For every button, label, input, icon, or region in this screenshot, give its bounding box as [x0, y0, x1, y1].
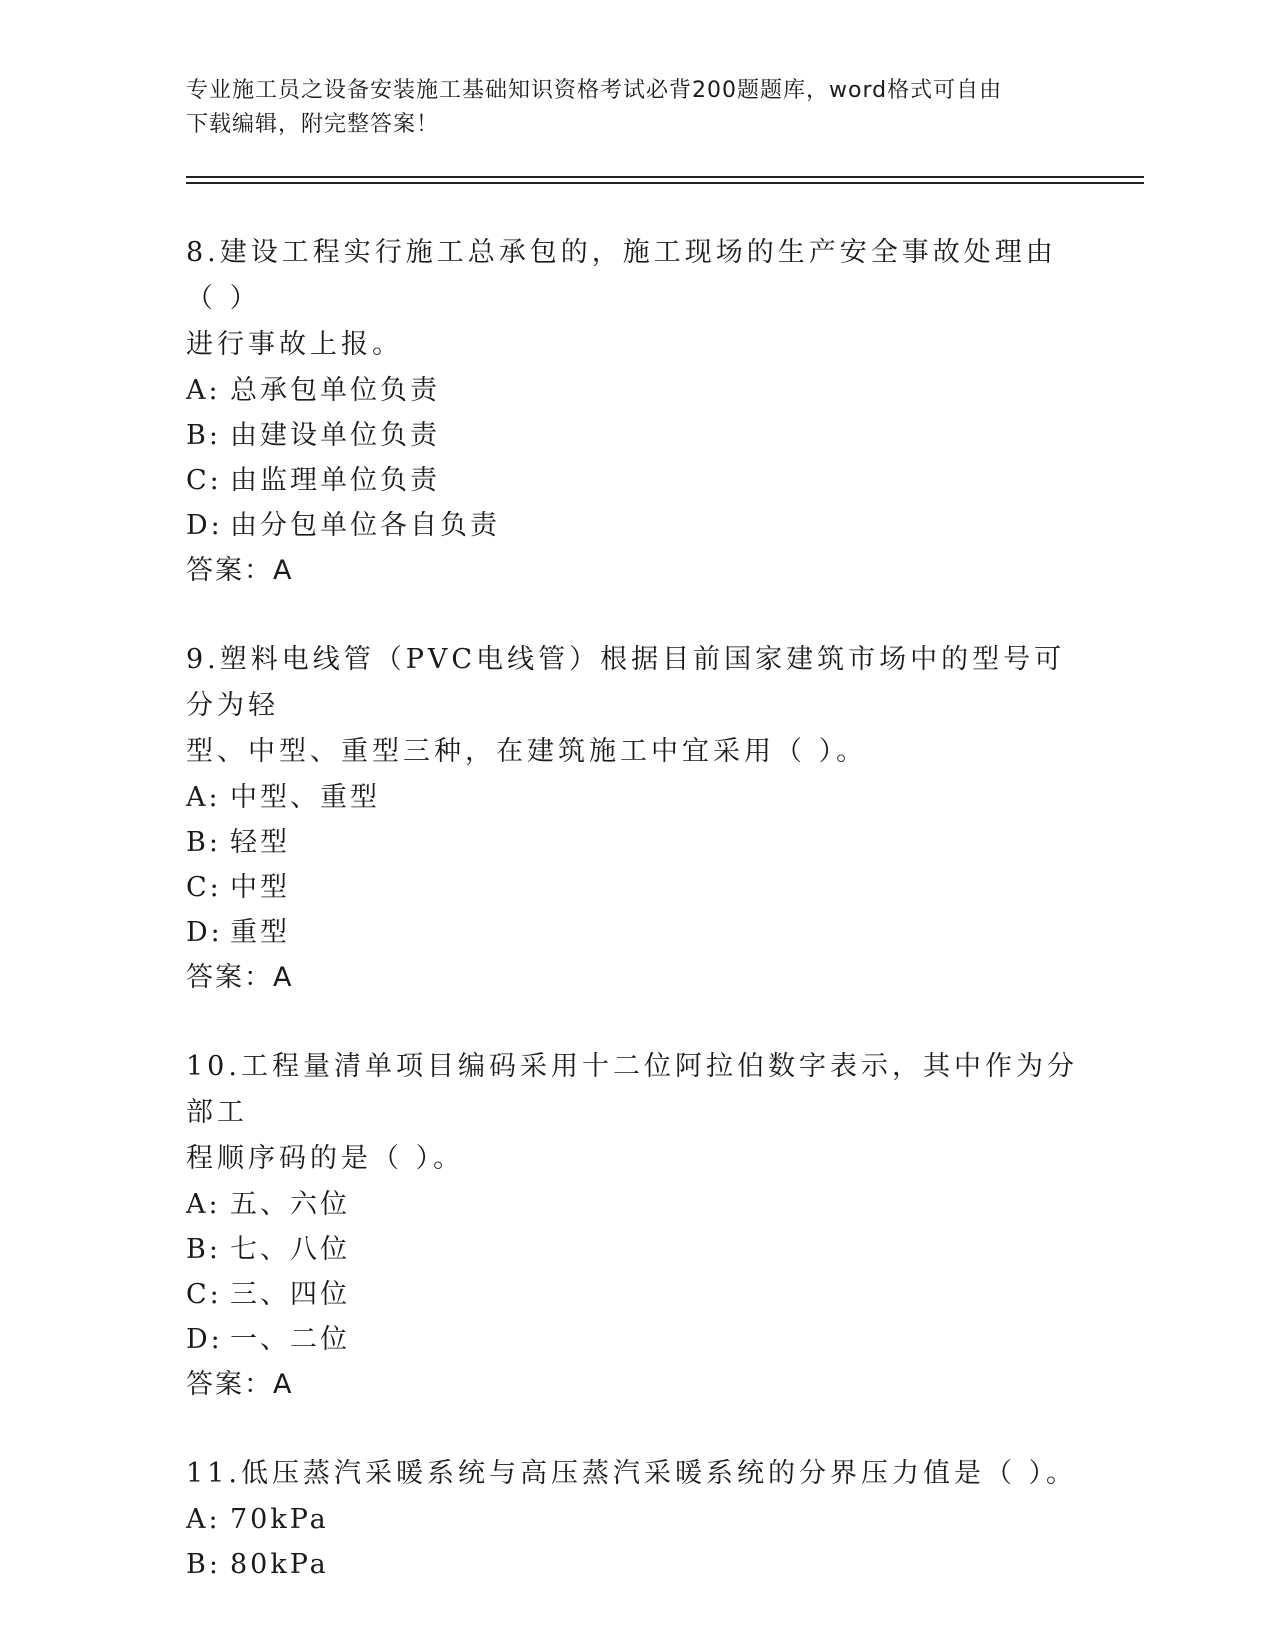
question-text [186, 637, 1086, 775]
option-d [186, 910, 1086, 955]
question-item [186, 1451, 1086, 1587]
option-b [186, 413, 1086, 458]
question-text-line: 进行事故上报。 [186, 329, 403, 360]
question-item [186, 230, 1086, 593]
header-title-line-2: 下载编辑，附完整答案！ [186, 112, 440, 137]
option-letter: B: [186, 827, 221, 858]
option-letter: D: [186, 1324, 223, 1355]
option-text: 七、八位 [230, 1234, 350, 1265]
option-text: 五、六位 [230, 1189, 350, 1220]
document-header [186, 74, 1066, 142]
option-letter: D: [186, 510, 223, 541]
question-text-line: 型、中型、重型三种，在建筑施工中宜采用（ ）。 [186, 736, 868, 767]
question-text [186, 230, 1086, 368]
question-text-line: 程顺序码的是（ ）。 [186, 1143, 465, 1174]
option-b [186, 820, 1086, 865]
question-item [186, 637, 1086, 1000]
option-letter: B: [186, 1549, 221, 1580]
question-text-line: 10.工程量清单项目编码采用十二位阿拉伯数字表示，其中作为分部工 [186, 1051, 1078, 1128]
option-letter: B: [186, 420, 221, 451]
option-letter: C: [186, 1279, 222, 1310]
option-letter: A: [186, 1504, 221, 1535]
option-text: 由建设单位负责 [230, 420, 440, 451]
option-letter: A: [186, 782, 221, 813]
option-text: 由分包单位各自负责 [230, 510, 500, 541]
option-a [186, 1497, 1086, 1542]
option-c [186, 865, 1086, 910]
option-text: 80kPa [230, 1549, 329, 1580]
answer-label: 答案：A [186, 962, 294, 993]
question-list [186, 230, 1086, 1631]
option-text: 三、四位 [230, 1279, 350, 1310]
header-divider-bottom [186, 182, 1144, 184]
question-text-line: 9.塑料电线管（PVC电线管）根据目前国家建筑市场中的型号可分为轻 [186, 644, 1066, 721]
option-a [186, 1182, 1086, 1227]
option-text: 总承包单位负责 [230, 375, 440, 406]
answer-label: 答案：A [186, 555, 294, 586]
question-text-line: 8.建设工程实行施工总承包的，施工现场的生产安全事故处理由（ ） [186, 237, 1057, 314]
header-title-line-1: 专业施工员之设备安装施工基础知识资格考试必背200题题库，word格式可自由 [186, 78, 1003, 103]
option-letter: C: [186, 465, 222, 496]
option-b [186, 1227, 1086, 1272]
option-letter: A: [186, 375, 221, 406]
option-letter: C: [186, 872, 222, 903]
option-text: 由监理单位负责 [230, 465, 440, 496]
question-text [186, 1451, 1086, 1497]
question-text-line: 11.低压蒸汽采暖系统与高压蒸汽采暖系统的分界压力值是（ ）。 [186, 1458, 1078, 1489]
option-letter: A: [186, 1189, 221, 1220]
option-letter: D: [186, 917, 223, 948]
option-text: 一、二位 [230, 1324, 350, 1355]
option-text: 中型、重型 [230, 782, 380, 813]
option-a [186, 368, 1086, 413]
option-letter: B: [186, 1234, 221, 1265]
option-text: 轻型 [230, 827, 290, 858]
option-c [186, 458, 1086, 503]
question-text [186, 1044, 1086, 1182]
option-b [186, 1542, 1086, 1587]
option-text: 重型 [230, 917, 290, 948]
question-item [186, 1044, 1086, 1407]
answer-label: 答案：A [186, 1369, 294, 1400]
option-text: 中型 [230, 872, 290, 903]
option-text: 70kPa [230, 1504, 329, 1535]
option-a [186, 775, 1086, 820]
option-d [186, 1317, 1086, 1362]
header-divider-top [186, 176, 1144, 178]
option-d [186, 503, 1086, 548]
option-c [186, 1272, 1086, 1317]
